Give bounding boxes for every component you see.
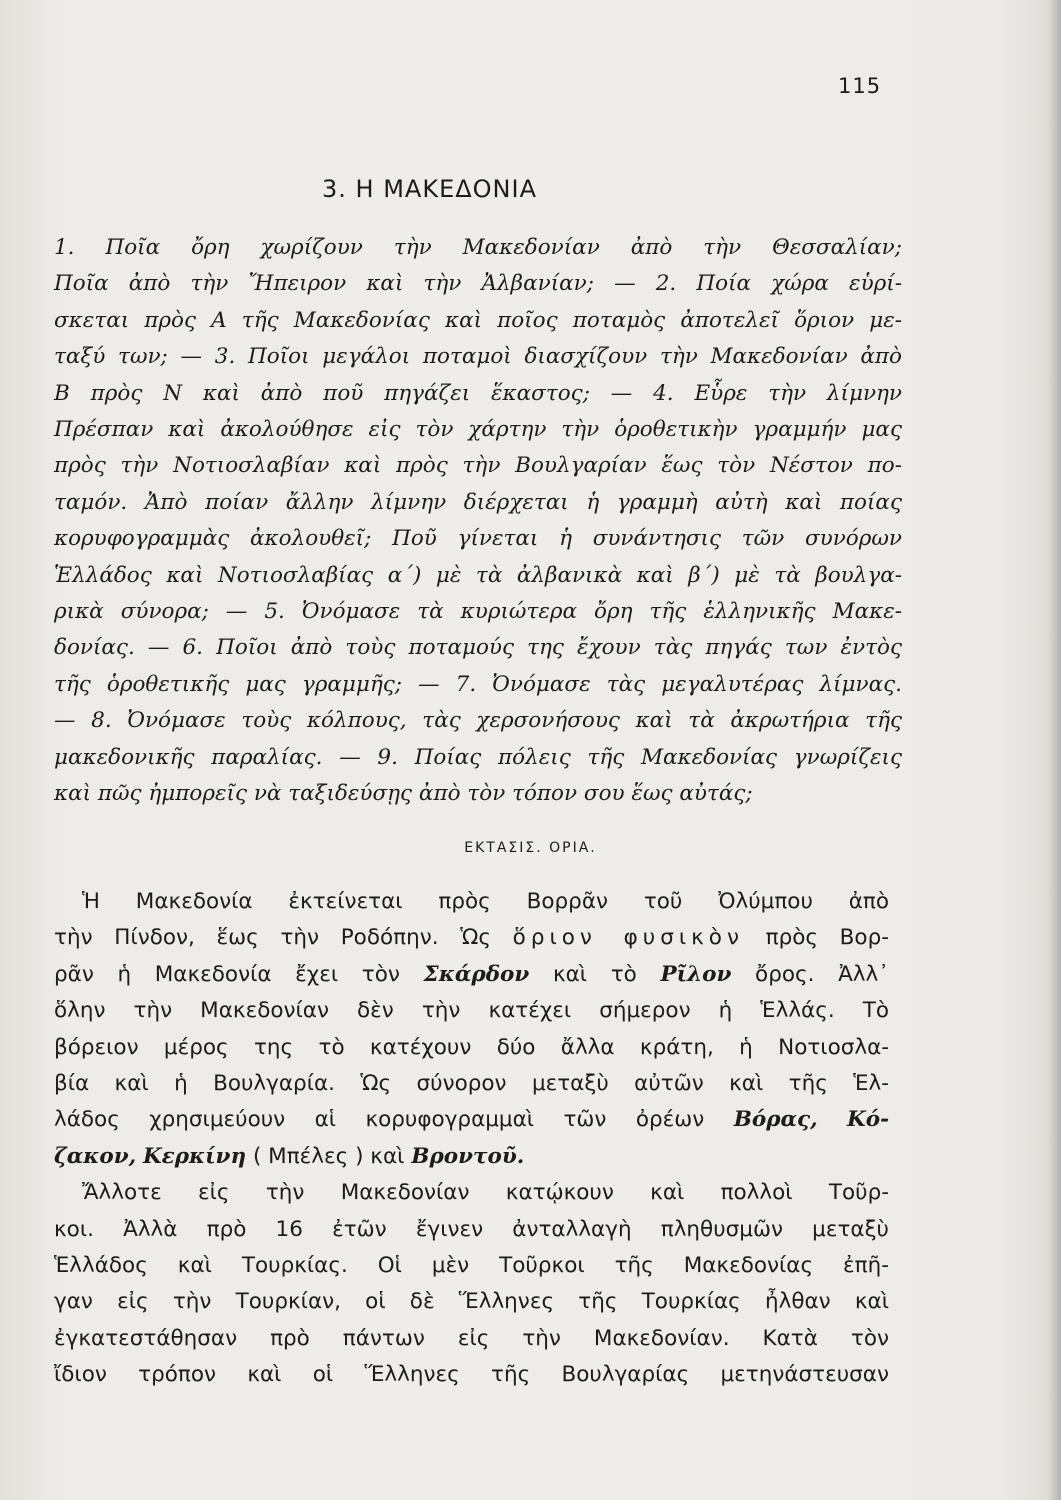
body-line: Ἄλλοτε εἰς τὴν Μακεδονίαν κατῴκουν καὶ πολλοὶ Τοῦρ- — [82, 1180, 889, 1206]
body-line: γαν εἰς τὴν Τουρκίαν, οἱ δὲ Ἕλληνες τῆς Τουρκίας ἦλθαν καὶ — [54, 1289, 889, 1315]
mountain-name: ζακον, — [54, 1143, 137, 1169]
text-run: καὶ τὸ — [552, 961, 637, 987]
page-spine-shadow — [1047, 0, 1061, 1500]
body-line: βόρειον μέρος της τὸ κατέχουν δύο ἄλλα κράτη, ἡ Νοτιοσλα- — [54, 1034, 889, 1060]
mountain-name: Ρῖλον — [660, 961, 732, 987]
question-line: πρὸς τὴν Νοτιοσλαβίαν καὶ πρὸς τὴν Βουλγαρίαν ἕως τὸν Νέστον πο- — [54, 453, 902, 479]
text-run: ρᾶν ἡ Μακεδονία ἔχει τὸν — [54, 961, 400, 987]
question-line: δονίας. — 6. Ποῖοι ἀπὸ τοὺς ποταμούς της ἔχουν τὰς πηγάς των ἐντὸς — [54, 635, 902, 661]
question-line: Πρέσπαν καὶ ἀκολούθησε εἰς τὸν χάρτην τὴν ὁροθετικὴν γραμμήν μας — [54, 417, 902, 443]
body-line: Ἑλλάδος καὶ Τουρκίας. Οἱ μὲν Τοῦρκοι τῆς Μακεδονίας ἐπῆ- — [54, 1253, 889, 1279]
chapter-title: 3. Η ΜΑΚΕΔΟΝΙΑ — [322, 175, 537, 203]
text-run: ( Μπέλες ) καὶ — [252, 1143, 405, 1169]
body-line: βία καὶ ἡ Βουλγαρία. Ὡς σύνορον μεταξὺ αὐτῶν καὶ τῆς Ἑλ- — [54, 1071, 889, 1097]
question-line: Β πρὸς Ν καὶ ἀπὸ ποῦ πηγάζει ἕκαστος; — 4. Εὗρε τὴν λίμνην — [54, 380, 902, 406]
question-line: ρικὰ σύνορα; — 5. Ὀνόμασε τὰ κυριώτερα ὄρη τῆς ἑλληνικῆς Μακε- — [54, 599, 902, 625]
question-line: καὶ πῶς ἠμπορεῖς νὰ ταξιδεύσῃς ἀπὸ τὸν τόπον σου ἕως αὐτάς; — [54, 781, 753, 807]
question-line: — 8. Ὀνόμασε τοὺς κόλπους, τὰς χερσονήσους καὶ τὰ ἀκρωτήρια τῆς — [54, 708, 902, 734]
mountain-name: Σκάρδον — [423, 961, 530, 987]
mountain-name: Βροντοῦ. — [411, 1143, 525, 1169]
body-line: κοι. Ἀλλὰ πρὸ 16 ἐτῶν ἔγινεν ἀνταλλαγὴ πληθυσμῶν μεταξὺ — [54, 1216, 889, 1242]
question-line: Ἑλλάδος καὶ Νοτιοσλαβίας α΄) μὲ τὰ ἀλβανικὰ καὶ β΄) μὲ τὰ βουλγα- — [54, 562, 902, 588]
page-number: 115 — [838, 74, 882, 98]
question-line: κορυφογραμμὰς ἀκολουθεῖ; Ποῦ γίνεται ἡ συνάντησις τῶν συνόρων — [54, 526, 902, 552]
question-line: ταξύ των; — 3. Ποῖοι μεγάλοι ποταμοὶ διασχίζουν τὴν Μακεδονίαν ἀπὸ — [54, 344, 902, 370]
body-line — [54, 1102, 889, 1138]
body-line: ὅλην τὴν Μακεδονίαν δὲν τὴν κατέχει σήμερον ἡ Ἑλλάς. Τὸ — [54, 998, 889, 1024]
question-line: 1. Ποῖα ὄρη χωρίζουν τὴν Μακεδονίαν ἀπὸ τὴν Θεσσαλίαν; — [54, 235, 902, 260]
text-run: ὄρος. Ἀλλ᾽ — [755, 961, 890, 987]
question-line: Ποῖα ἀπὸ τὴν Ἤπειρον καὶ τὴν Ἀλβανίαν; — 2. Ποία χώρα εὑρί- — [54, 271, 902, 297]
body-line: Ἡ Μακεδονία ἐκτείνεται πρὸς Βορρᾶν τοῦ Ὀλύμπου ἀπὸ — [82, 889, 889, 914]
mountain-name: Βόρας, — [733, 1107, 818, 1133]
review-questions — [54, 230, 902, 813]
text-run: πρὸς Βορ- — [765, 925, 889, 951]
text-run: λάδος χρησιμεύουν αἱ κορυφογραμμαὶ τῶν ὀρέων — [54, 1107, 705, 1133]
question-line: σκεται πρὸς Α τῆς Μακεδονίας καὶ ποῖος ποταμὸς ἀποτελεῖ ὅριον με- — [54, 307, 902, 333]
body-line — [54, 920, 889, 956]
section-heading: ΕΚΤΑΣΙΣ. ΟΡΙΑ. — [464, 840, 597, 856]
question-line: ταμόν. Ἀπὸ ποίαν ἄλλην λίμνην διέρχεται ἡ γραμμὴ αὐτὴ καὶ ποίας — [54, 489, 902, 515]
mountain-name: Κό- — [847, 1107, 889, 1133]
question-line: μακεδονικῆς παραλίας. — 9. Ποίας πόλεις τῆς Μακεδονίας γνωρίζεις — [54, 744, 902, 770]
spaced-phrase: ὅριον φυσικὸν — [512, 925, 744, 951]
body-line: ἴδιον τρόπον καὶ οἱ Ἕλληνες τῆς Βουλγαρίας μετηνάστευσαν — [54, 1362, 889, 1388]
body-text — [54, 884, 889, 1394]
body-line — [54, 1139, 889, 1175]
question-line: τῆς ὁροθετικῆς μας γραμμῆς; — 7. Ὀνόμασε τὰς μεγαλυτέρας λίμνας. — [54, 671, 902, 697]
text-run: τὴν Πίνδον, ἕως τὴν Ροδόπην. Ὡς — [54, 925, 491, 951]
mountain-name: Κερκίνη — [142, 1143, 247, 1169]
body-line: ἐγκατεστάθησαν πρὸ πάντων εἰς τὴν Μακεδονίαν. Κατὰ τὸν — [54, 1325, 889, 1351]
body-line — [54, 957, 889, 993]
